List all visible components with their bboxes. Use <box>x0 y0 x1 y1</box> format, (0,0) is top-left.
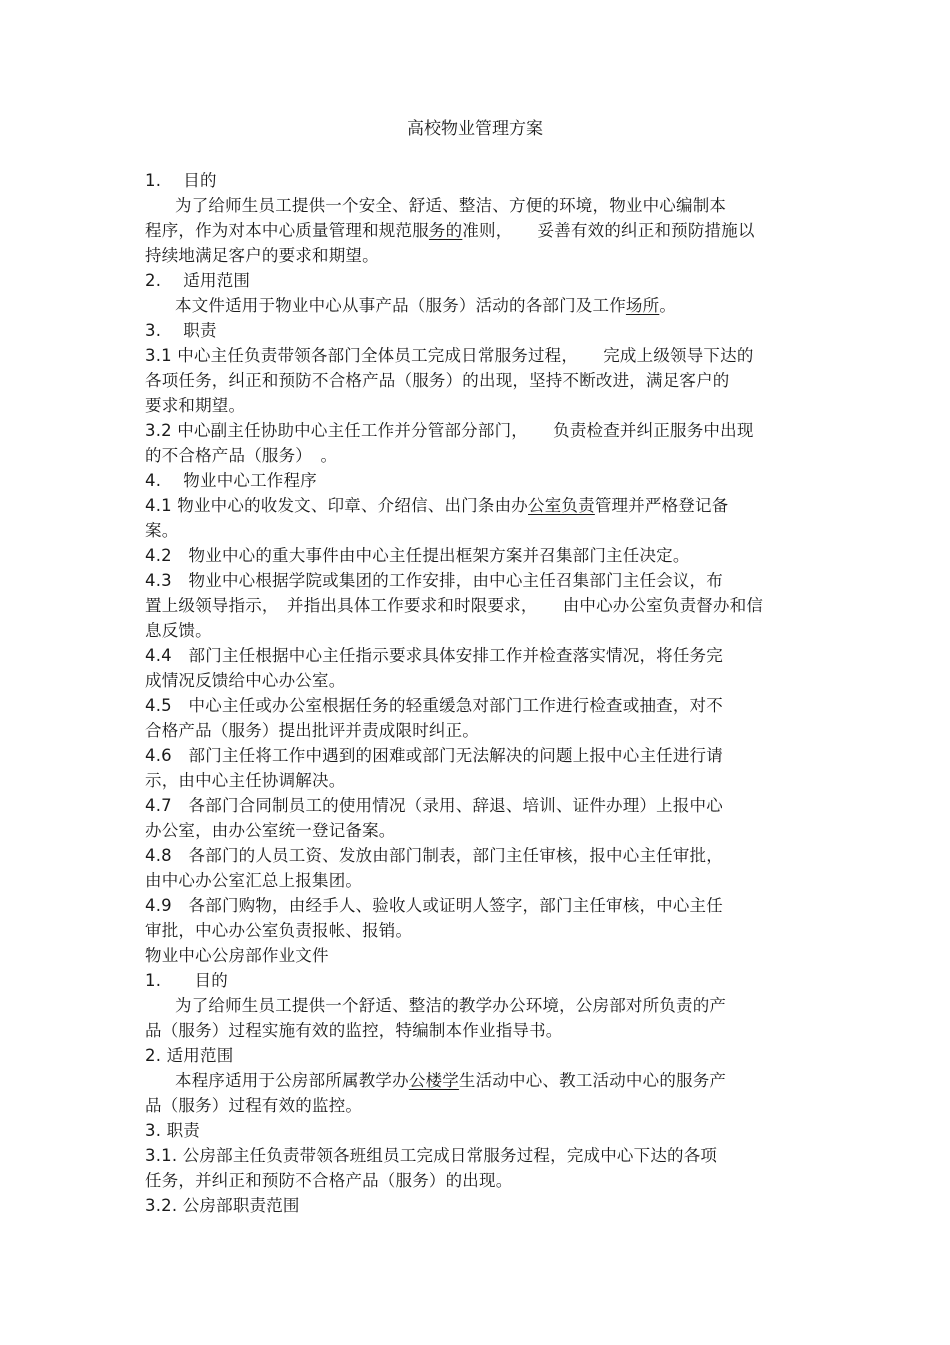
paragraph-line: 由中心办公室汇总上报集团。 <box>145 871 363 890</box>
paragraph-line: 各项任务，纠正和预防不合格产品（服务）的出现，坚持不断改进，满足客户的 <box>145 371 730 390</box>
section-heading: 1. 目的 <box>145 171 217 190</box>
paragraph-line: 程序，作为对本中心质量管理和规范服务的准则， 妥善有效的纠正和预防措施以 <box>145 221 755 240</box>
paragraph-line: 3.2 中心副主任协助中心主任工作并分管部分部门， 负责检查并纠正服务中出现 <box>145 421 754 440</box>
subdocument-heading: 物业中心公房部作业文件 <box>145 946 329 965</box>
underlined-text: 务的 <box>428 221 463 240</box>
paragraph-line: 为了给师生员工提供一个舒适、整洁的教学办公环境，公房部对所负责的产 <box>175 996 727 1015</box>
paragraph-line: 为了给师生员工提供一个安全、舒适、整洁、方便的环境，物业中心编制本 <box>175 196 727 215</box>
paragraph-line: 息反馈。 <box>145 621 212 640</box>
underlined-text: 公楼学 <box>408 1071 459 1090</box>
section-heading: 3. 职责 <box>145 1121 200 1140</box>
underlined-text: 公室负责 <box>528 496 595 515</box>
paragraph-line: 的不合格产品（服务） 。 <box>145 446 338 465</box>
paragraph-line: 任务，并纠正和预防不合格产品（服务）的出现。 <box>145 1171 513 1190</box>
paragraph-line: 3.1. 公房部主任负责带领各班组员工完成日常服务过程，完成中心下达的各项 <box>145 1146 718 1165</box>
section-heading: 3. 职责 <box>145 321 217 340</box>
paragraph-line: 4.3 物业中心根据学院或集团的工作安排，由中心主任召集部门主任会议，布 <box>145 571 723 590</box>
paragraph-line: 审批，中心办公室负责报帐、报销。 <box>145 921 413 940</box>
paragraph-line: 4.7 各部门合同制员工的使用情况（录用、辞退、培训、证件办理）上报中心 <box>145 796 723 815</box>
section-heading: 2. 适用范围 <box>145 1046 234 1065</box>
paragraph-line: 4.5 中心主任或办公室根据任务的轻重缓急对部门工作进行检查或抽查，对不 <box>145 696 723 715</box>
paragraph-line: 本文件适用于物业中心从事产品（服务）活动的各部门及工作场所。 <box>175 296 677 315</box>
section-heading: 4. 物业中心工作程序 <box>145 471 317 490</box>
paragraph-line: 3.1 中心主任负责带领各部门全体员工完成日常服务过程， 完成上级领导下达的 <box>145 346 754 365</box>
paragraph-line: 置上级领导指示， 并指出具体工作要求和时限要求， 由中心办公室负责督办和信 <box>145 596 764 615</box>
paragraph-line: 4.9 各部门购物，由经手人、验收人或证明人签字，部门主任审核，中心主任 <box>145 896 723 915</box>
paragraph-line: 4.4 部门主任根据中心主任指示要求具体安排工作并检查落实情况，将任务完 <box>145 646 723 665</box>
paragraph-line: 要求和期望。 <box>145 396 246 415</box>
page-title: 高校物业管理方案 <box>407 119 543 139</box>
paragraph-line: 3.2. 公房部职责范围 <box>145 1196 300 1215</box>
paragraph-line: 品（服务）过程实施有效的监控，特编制本作业指导书。 <box>145 1021 563 1040</box>
underlined-text: 场所 <box>625 296 660 315</box>
paragraph-line: 成情况反馈给中心办公室。 <box>145 671 346 690</box>
paragraph-line: 4.2 物业中心的重大事件由中心主任提出框架方案并召集部门主任决定。 <box>145 546 690 565</box>
paragraph-line: 合格产品（服务）提出批评并责成限时纠正。 <box>145 721 479 740</box>
paragraph-line: 品（服务）过程有效的监控。 <box>145 1096 363 1115</box>
paragraph-line: 办公室，由办公室统一登记备案。 <box>145 821 396 840</box>
section-heading: 2. 适用范围 <box>145 271 251 290</box>
paragraph-line: 4.1 物业中心的收发文、印章、介绍信、出门条由办公室负责管理并严格登记备 <box>145 496 729 515</box>
paragraph-line: 持续地满足客户的要求和期望。 <box>145 246 379 265</box>
paragraph-line: 4.8 各部门的人员工资、发放由部门制表，部门主任审核，报中心主任审批， <box>145 846 723 865</box>
paragraph-line: 案。 <box>145 521 179 540</box>
section-heading: 1. 目的 <box>145 971 228 990</box>
paragraph-line: 4.6 部门主任将工作中遇到的困难或部门无法解决的问题上报中心主任进行请 <box>145 746 723 765</box>
paragraph-line: 示，由中心主任协调解决。 <box>145 771 346 790</box>
paragraph-line: 本程序适用于公房部所属教学办公楼学生活动中心、教工活动中心的服务产 <box>175 1071 727 1090</box>
